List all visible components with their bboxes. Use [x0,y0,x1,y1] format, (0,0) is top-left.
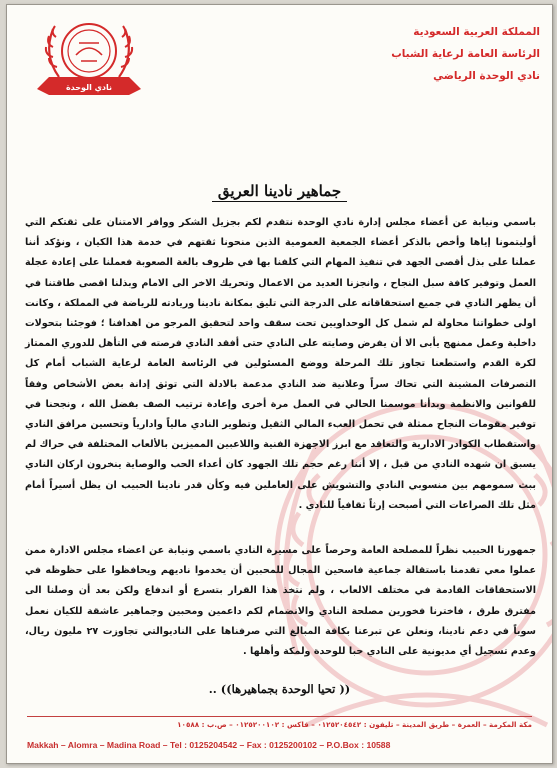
letter-title-text: جماهير نادينا العريق [212,182,347,202]
logo-ribbon-text: نادي الوحدة [65,83,113,92]
letter-title [7,182,552,200]
closing-slogan: (( تحيا الوحدة بجماهيرها)) .. [208,682,351,696]
letterhead-text [340,21,540,87]
letter-page [6,4,553,764]
al-wehda-club-emblem-icon [29,15,149,97]
header-line-presidency: الرئاسة العامة لرعاية الشباب [391,48,540,60]
letter-paragraph-2: جمهورنا الحبيب نظراً للمصلحة العامة وحرصاً على مسيرة النادي باسمي ونيابة عن اعضاء مجلس الادارة ممن عملوا معي تقدمنا باستقالة جماعية فاسحين المجال للمحبين أن يخدموا ناديهم ويحافظوا على حظوظه في الاستحقاقات القادمة في مختلف الالعاب ، ولم نتخذ هذا القرار بتسرع أو اندفاع ولكن بعد أن وصلنا الى مفترق طرق ، فاخترنا فخورين مصلحة النادي والانضمام لكم داعمين ومحبين وجماهير عاشقة للكيان نعمل سوياً في دعم نادينا، ونعلن عن تبرعنا بكافة المبالغ التي صرفناها على الناديوالتي تجاوزت ٢٧ مليون ريال، وعدم تسجيل أي مديونية على النادي حبا للوحدة ولمكة وأهلها . [25,545,536,658]
footer-address-arabic: مكة المكرمة – العمرة – طريق المدينة – تليفون : ٠١٢٥٢٠٤٥٤٢ – فاكس : ٠١٢٥٢٠٠١٠٢ – ص.ب : ١٠٥٨٨ [177,720,532,729]
header-line-club: نادي الوحدة الرياضي [433,70,540,82]
letter-paragraph-1: باسمي ونيابة عن أعضاء مجلس إدارة نادي الوحدة نتقدم لكم بجزيل الشكر ووافر الامتنان على ثقتكم التي أوليتمونا إياها وأخص بالذكر أعضاء الجمعية العمومية الذين منحونا ثقتهم في خدمة هذا الكيان ، ونؤكد أننا عملنا على بذل أقصى الجهد في تنفيذ المهام التي كلفنا بها في ظروف بالغة الصعوبة فعملنا على إعادة عجلة العمل وتوفير كافة سبل النجاح ، وانجزنا العديد من الاعمال وتحريك الاخر الى الامام وبذلنا اقصى طاقتنا في أن يظهر النادي في جميع استحقاقاته على الدرجة التي تليق بمكانة نادينا وريادته للرياضة في المملكة ، وكانت اولى خطواتنا محاولة لم شمل كل الوحداويين تحت سقف واحد لتحقيق المرجو من اهدافنا ؛ فوجئنا بتحولات داخلية وعمل ممنهج يأبى الا أن يفرض وصايته على النادي حتى أفقد النادي فرصته في التأهل للدوري الممتاز لكرة القدم واستطعنا تجاوز تلك المرحلة ووضع المسئولين في الرئاسة العامة لرعاية الشباب أمام كل التصرفات المشينة التي تحاك سراً وعلانية ضد النادي مدعمة بالادلة التي توثق إدانة بعض الأشخاص وفقاً للقوانين والانظمة وبدأنا موسمنا الحالي في العمل مرة أخرى وإعادة ترتيب الصف بفضل الله ، ونجحنا في توفير مقومات النجاح ممثلة في تحمل العبء المالي الثقيل وتطوير النادي مالياً وادارياً وتحسين مرافق النادي واستقطاب الكوادر الادارية والتعاقد مع ابرز الاجهزة الفنية واللاعبين المميزين بالألعاب المختلفة في حراك لم يسبق ان شهده النادي من قبل ، إلا أننا رغم حجم تلك الجهود كان أعداء الحب والوصاية ينخرون اركان النادي ببث سمومهم بين منسوبي النادي والتشويش على العاملين فيه وكأن قدر نادينا الحبيب ان يظل أسيراً أمام مثل تلك الصراعات التي أصبحت إرثاً ثقافياً للنادي . [25,217,536,511]
header-line-kingdom: المملكة العربية السعودية [413,26,540,38]
footer-divider [27,716,532,717]
footer-address-english: Makkah – Alomra – Madina Road – Tel : 0125204542 – Fax : 0125200102 – P.O.Box : 10588 [27,740,391,750]
